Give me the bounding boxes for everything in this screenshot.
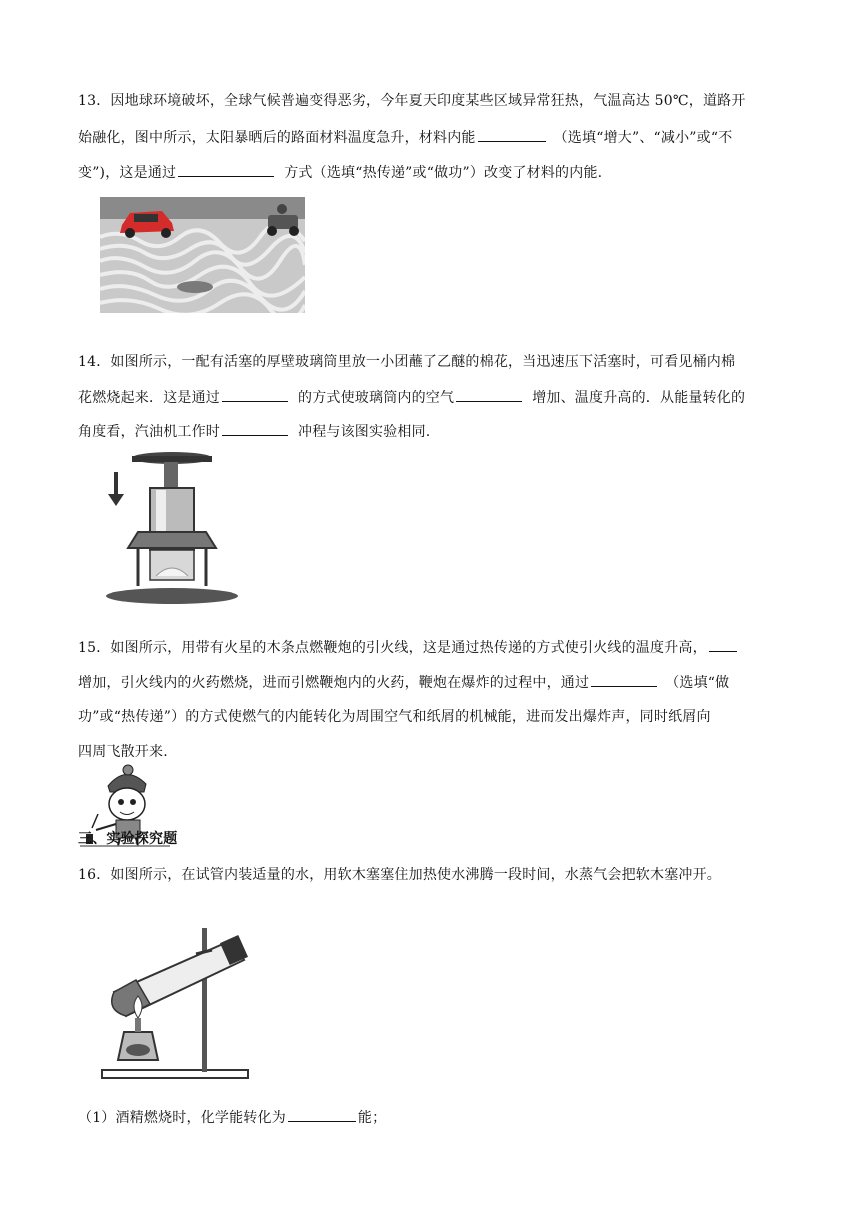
answer-blank[interactable] (456, 387, 522, 402)
q15-line1: 15．如图所示，用带有火星的木条点燃鞭炮的引火线，这是通过热传递的方式使引火线的温度升高， (78, 637, 739, 657)
answer-blank[interactable] (288, 1107, 356, 1122)
section-heading: 三、实验探究题 (78, 831, 178, 847)
piston-cylinder-figure (100, 448, 240, 610)
q14-line2: 花燃烧起来．这是通过 的方式使玻璃筒内的空气 增加、温度升高的．从能量转化的 (78, 387, 745, 407)
q15-line4: 四周飞散开来. (78, 744, 168, 760)
answer-blank[interactable] (709, 637, 737, 652)
q16-line1: 16．如图所示，在试管内装适量的水，用软木塞塞住加热使水沸腾一段时间，水蒸气会把软木塞冲开。 (78, 867, 722, 883)
q14-line1: 14．如图所示，一配有活塞的厚壁玻璃筒里放一小团蘸了乙醚的棉花，当迅速压下活塞时，可看见桶内棉 (78, 354, 736, 370)
answer-blank[interactable] (591, 672, 657, 687)
q13-line3: 变”)，这是通过 方式（选填“热传递”或“做功”）改变了材料的内能. (78, 162, 602, 182)
q16-part1: （1）酒精燃烧时，化学能转化为 能； (78, 1107, 386, 1127)
q15-line2: 增加，引火线内的火药燃烧，进而引燃鞭炮内的火药，鞭炮在爆炸的过程中，通过 （选填“做 (78, 672, 729, 692)
answer-blank[interactable] (222, 387, 288, 402)
q13-line1: 13．因地球环境破坏，全球气候普遍变得恶劣，今年夏天印度某些区域异常狂热，气温高达 50℃，道路开 (78, 93, 746, 109)
test-tube-heating-figure (100, 920, 250, 1080)
q14-line3: 角度看，汽油机工作时 冲程与该图实验相同. (78, 421, 430, 441)
answer-blank[interactable] (178, 162, 274, 177)
answer-blank[interactable] (478, 127, 546, 142)
answer-blank[interactable] (222, 421, 288, 436)
q15-line3: 功”或“热传递”）的方式使燃气的内能转化为周围空气和纸屑的机械能，进而发出爆炸声，同时纸屑向 (78, 709, 711, 725)
melting-road-photo (100, 197, 305, 313)
q13-line2: 始融化，图中所示，太阳暴晒后的路面材料温度急升，材料内能 （选填“增大”、“减小”或“不 (78, 127, 732, 147)
